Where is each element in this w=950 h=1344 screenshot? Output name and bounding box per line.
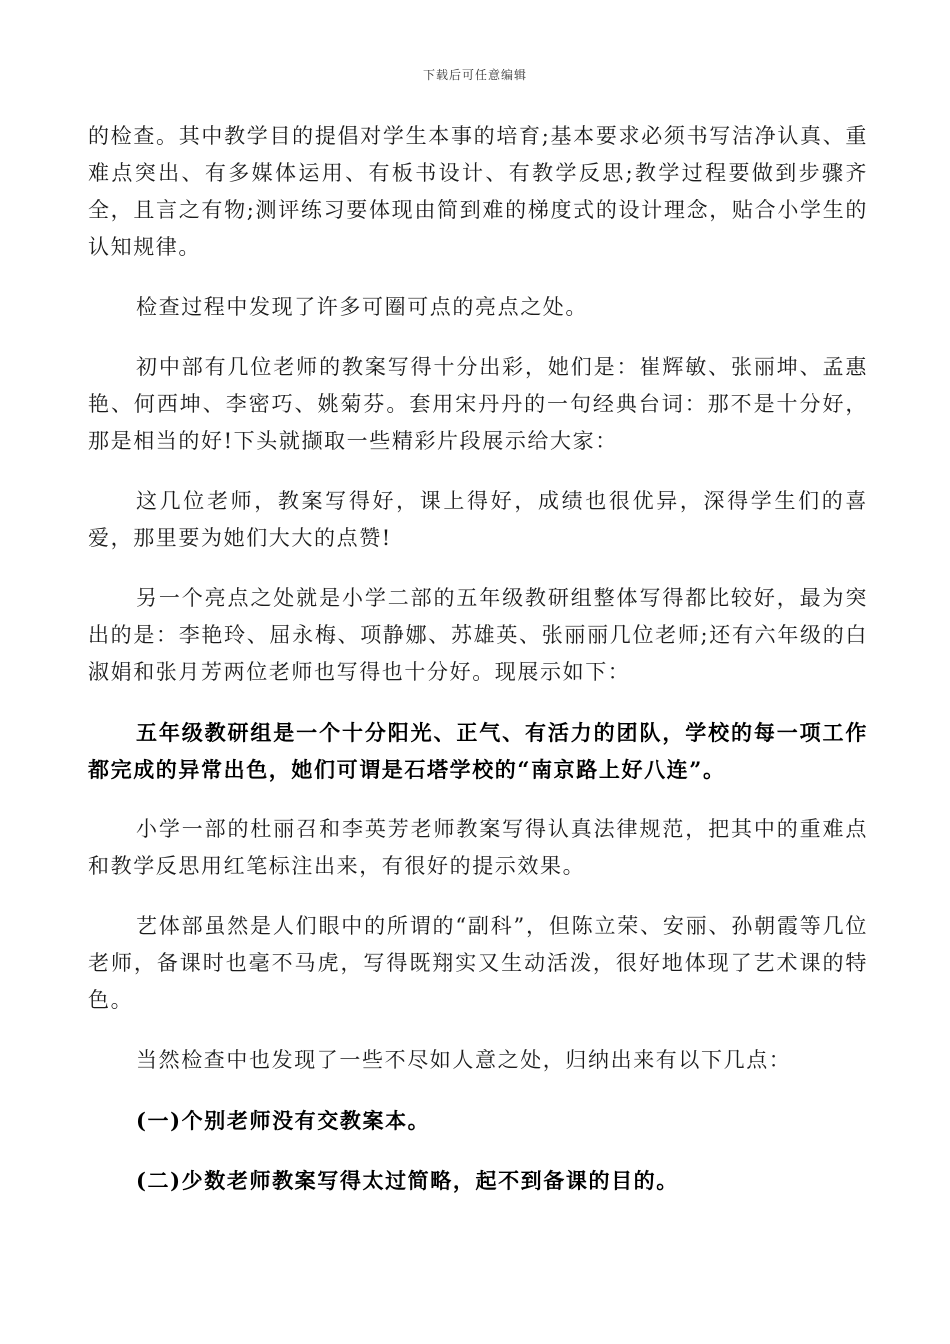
- page-header: 下载后可任意编辑: [422, 68, 527, 82]
- paragraph-primary-two: 另一个亮点之处就是小学二部的五年级教研组整体写得都比较好，最为突出的是：李艳玲、屈永梅、项静娜、苏雄英、张丽丽几位老师;还有六年级的白淑娟和张月芳两位老师也写得也十分好。现展示如下：: [88, 586, 868, 684]
- paragraph-continued-check: 的检查。其中教学目的提倡对学生本事的培育;基本要求必须书写洁净认真、重难点突出、有多媒体运用、有板书设计、有教学反思;教学过程要做到步骤齐全，且言之有物;测评练习要体现由简到难的梯度式的设计理念，贴合小学生的认知规律。: [88, 124, 868, 259]
- list-item-one: (一)个别老师没有交教案本。: [136, 1108, 431, 1133]
- paragraph-junior-high-teachers: 初中部有几位老师的教案写得十分出彩，她们是：崔辉敏、张丽坤、孟惠艳、何西坤、李密巧、姚菊芬。套用宋丹丹的一句经典台词：那不是十分好，那是相当的好!下头就撷取一些精彩片段展示给大家：: [88, 355, 868, 453]
- paragraph-praise: 这几位老师，教案写得好，课上得好，成绩也很优异，深得学生们的喜爱，那里要为她们大大的点赞!: [88, 489, 868, 550]
- paragraph-highlights-intro: 检查过程中发现了许多可圈可点的亮点之处。: [136, 295, 588, 319]
- list-item-two: (二)少数老师教案写得太过简略，起不到备课的目的。: [136, 1168, 679, 1193]
- paragraph-grade-five-group: 五年级教研组是一个十分阳光、正气、有活力的团队，学校的每一项工作都完成的异常出色，她们可谓是石塔学校的“南京路上好八连”。: [88, 720, 868, 782]
- paragraph-arts-sports: 艺体部虽然是人们眼中的所谓的“副科”，但陈立荣、安丽、孙朝霞等几位老师，备课时也毫不马虎，写得既翔实又生动活泼，很好地体现了艺术课的特色。: [88, 914, 868, 1012]
- paragraph-shortcomings-intro: 当然检查中也发现了一些不尽如人意之处，归纳出来有以下几点：: [136, 1048, 792, 1072]
- document-body: [88, 118, 868, 1222]
- paragraph-primary-one: 小学一部的杜丽召和李英芳老师教案写得认真法律规范，把其中的重难点和教学反思用红笔标注出来，有很好的提示效果。: [88, 817, 868, 878]
